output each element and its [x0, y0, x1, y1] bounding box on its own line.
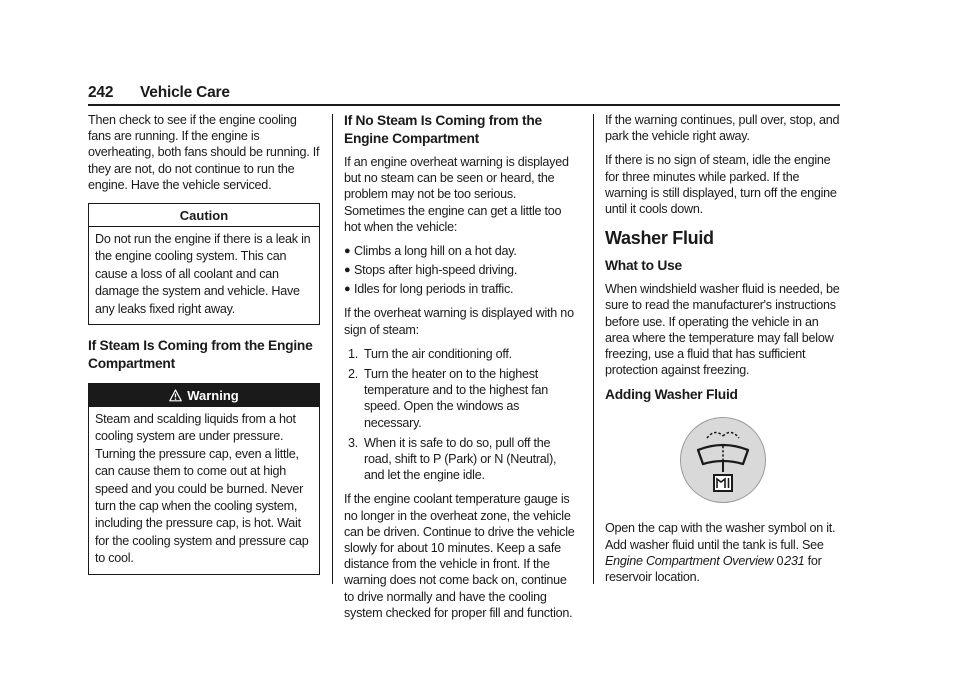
- bullet-icon: ●: [344, 282, 351, 295]
- adding-washer-text: Open the cap with the washer symbol on it. Add washer fluid until the tank is full. See Engine Compartment Overview 0 231 for reservoir location.: [605, 521, 836, 585]
- intro-paragraph: Then check to see if the engine cooling fans are running. If the engine is overheating, both fans should be running. If they are not, do not continue to run the engine. Have the vehicle serviced.: [88, 113, 320, 192]
- warning-text: Steam and scalding liquids from a hot cooling system are under pressure. Turning the pressure cap, even a little, can cause them to come out at high speed and you could be burned. Never turn the cap when the cooling system, including the pressure cap, is hot. Wait for the cooling system and pressure cap to cool.: [95, 412, 309, 566]
- caution-box: [88, 203, 320, 325]
- step-item: 1. Turn the air conditioning off.: [348, 346, 512, 361]
- caution-text: Do not run the engine if there is a leak in the engine cooling system. This can cause a loss of all coolant and can damage the system and vehicle. Have any leaks fixed right away.: [95, 232, 311, 316]
- steps-intro: If the overheat warning is displayed with no sign of steam:: [344, 306, 574, 337]
- column-3: [605, 112, 841, 593]
- section-title: Vehicle Care: [140, 84, 230, 101]
- steps-list: [344, 346, 578, 484]
- washer-fluid-title: Washer Fluid: [605, 228, 714, 249]
- column-divider: [593, 114, 594, 584]
- bullet-icon: ●: [344, 263, 351, 276]
- idle-paragraph: If there is no sign of steam, idle the engine for three minutes while parked. If the warning is still displayed, turn off the engine until it cools down.: [605, 153, 837, 217]
- warning-box: [88, 383, 320, 575]
- page-arrow-icon: 0: [776, 553, 784, 568]
- list-item: ● Climbs a long hill on a hot day.: [344, 244, 517, 259]
- column-1: [88, 112, 320, 587]
- warning-title: Warning: [187, 388, 239, 404]
- cross-reference-link[interactable]: Engine Compartment Overview 0 231: [605, 553, 805, 568]
- closing-paragraph: If the engine coolant temperature gauge is no longer in the overheat zone, the vehicle can be driven. Continue to drive the vehicle slowly for about 10 minutes. Keep a safe distance from the vehicle in front. If the warning does not come back on, continue to drive normally and have the cooling system checked for proper fill and function.: [344, 492, 575, 620]
- washer-fluid-icon-container: [605, 410, 841, 510]
- bullet-icon: ●: [344, 245, 351, 258]
- step-item: 2. Turn the heater on to the highest temperature and to the highest fan speed. Open the windows as necessary.: [348, 367, 549, 430]
- no-steam-intro: If an engine overheat warning is displayed but no steam can be seen or heard, the problem may not be too serious. Sometimes the engine can get a little too hot when the vehicle:: [344, 155, 569, 234]
- page-number: 242: [88, 84, 114, 101]
- what-to-use-text: When windshield washer fluid is needed, be sure to read the manufacturer's instructions before use. If operating the vehicle in an area where the temperature may fall below freezing, use a fluid that has sufficient protection against freezing.: [605, 282, 840, 378]
- no-steam-heading: If No Steam Is Coming from the Engine Compartment: [344, 113, 542, 146]
- warning-title-bar: [89, 384, 319, 407]
- list-item: ● Stops after high-speed driving.: [344, 262, 518, 277]
- step-item: 3. When it is safe to do so, pull off the road, shift to P (Park) or N (Neutral), and let the engine idle.: [348, 435, 557, 483]
- column-2: [344, 112, 578, 629]
- adding-washer-heading: Adding Washer Fluid: [605, 387, 738, 403]
- washer-fluid-icon: [679, 416, 767, 504]
- what-to-use-heading: What to Use: [605, 258, 682, 274]
- caution-title: Caution: [89, 204, 319, 227]
- conditions-list: [344, 243, 578, 297]
- page-header: [88, 84, 840, 106]
- list-item: ● Idles for long periods in traffic.: [344, 281, 514, 296]
- header-rule: [88, 104, 840, 106]
- column-divider: [332, 114, 333, 584]
- continue-paragraph: If the warning continues, pull over, stop, and park the vehicle right away.: [605, 113, 840, 144]
- warning-triangle-icon: [169, 389, 182, 402]
- steam-heading: If Steam Is Coming from the Engine Compartment: [88, 338, 313, 372]
